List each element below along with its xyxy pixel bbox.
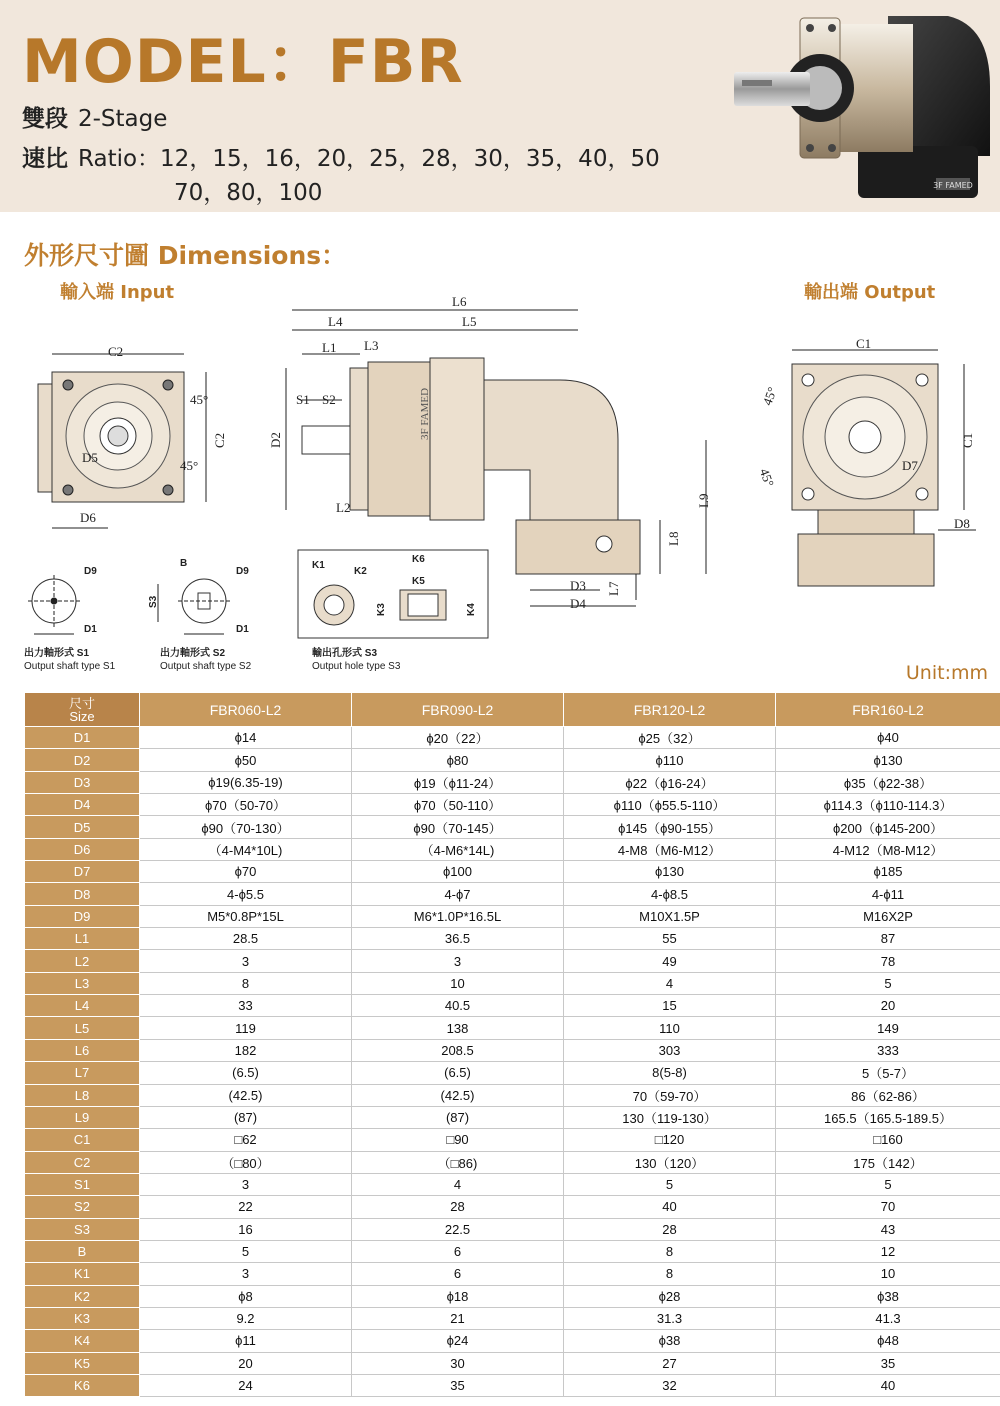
- model-column-header: FBR090-L2: [352, 693, 564, 727]
- table-cell: ϕ110: [564, 749, 776, 771]
- model-title: MODEL：FBR: [22, 27, 464, 97]
- table-row: [25, 816, 1000, 838]
- table-cell: ϕ90（70-145）: [352, 816, 564, 838]
- table-row: [25, 950, 1000, 972]
- table-cell: 10: [352, 972, 564, 994]
- table-cell: 28.5: [140, 928, 352, 950]
- row-label: D8: [25, 883, 140, 905]
- s3-label-k2: K2: [354, 566, 367, 577]
- table-cell: （□80）: [140, 1151, 352, 1173]
- table-cell: 35: [352, 1374, 564, 1396]
- stage-en: 2-Stage: [78, 106, 168, 132]
- model-column-header: FBR120-L2: [564, 693, 776, 727]
- table-cell: ϕ200（ϕ145-200）: [776, 816, 1000, 838]
- table-row: [25, 1062, 1000, 1084]
- table-cell: 3: [140, 1173, 352, 1195]
- row-label: D6: [25, 838, 140, 860]
- table-cell: 20: [776, 995, 1000, 1017]
- label-l9: L9: [696, 493, 711, 508]
- table-cell: 6: [352, 1263, 564, 1285]
- table-body: [25, 727, 1000, 1397]
- table-row: [25, 1129, 1000, 1151]
- table-cell: 9.2: [140, 1307, 352, 1329]
- label-l5: L5: [462, 314, 477, 329]
- table-cell: 5（5-7）: [776, 1062, 1000, 1084]
- table-cell: ϕ40: [776, 727, 1000, 749]
- table-row: [25, 928, 1000, 950]
- size-header: [25, 693, 140, 727]
- row-label: D4: [25, 794, 140, 816]
- row-label: C2: [25, 1151, 140, 1173]
- row-label: D3: [25, 771, 140, 793]
- table-cell: M16X2P: [776, 905, 1000, 927]
- table-cell: 4: [564, 972, 776, 994]
- table-cell: 3: [352, 950, 564, 972]
- table-cell: ϕ185: [776, 861, 1000, 883]
- size-header-zh: 尺寸: [68, 695, 95, 711]
- row-label: D2: [25, 749, 140, 771]
- table-cell: 5: [776, 1173, 1000, 1195]
- label-l4: L4: [328, 314, 343, 329]
- shaft-type-s2: [148, 558, 252, 672]
- s1-label-d9: D9: [84, 566, 97, 577]
- table-cell: ϕ48: [776, 1330, 1000, 1352]
- table-cell: 24: [140, 1374, 352, 1396]
- dimensions-title: 外形尺寸圖 Dimensions：: [24, 241, 347, 270]
- table-cell: 130（119-130）: [564, 1106, 776, 1128]
- table-cell: ϕ70（50-70）: [140, 794, 352, 816]
- row-label: K3: [25, 1307, 140, 1329]
- label-l7: L7: [606, 581, 621, 596]
- s3-label-k3: K3: [376, 603, 387, 616]
- table-row: [25, 972, 1000, 994]
- table-row: [25, 771, 1000, 793]
- dimension-drawing: [0, 290, 1000, 690]
- table-cell: 22: [140, 1196, 352, 1218]
- table-cell: 303: [564, 1039, 776, 1061]
- side-brand-label: 3F FAMED: [419, 387, 431, 440]
- table-cell: ϕ130: [776, 749, 1000, 771]
- table-row: [25, 1352, 1000, 1374]
- table-cell: (87): [352, 1106, 564, 1128]
- row-label: K1: [25, 1263, 140, 1285]
- table-cell: M10X1.5P: [564, 905, 776, 927]
- ratio-line-2: 70，80，100: [174, 180, 323, 206]
- table-cell: 4: [352, 1173, 564, 1195]
- table-row: [25, 1263, 1000, 1285]
- s1-caption-zh: 出力軸形式 S1: [24, 648, 90, 659]
- table-cell: 10: [776, 1263, 1000, 1285]
- table-row: [25, 1173, 1000, 1195]
- side-view: [268, 294, 711, 611]
- table-row: [25, 1240, 1000, 1262]
- table-cell: □90: [352, 1129, 564, 1151]
- row-label: B: [25, 1240, 140, 1262]
- table-cell: ϕ19(6.35-19): [140, 771, 352, 793]
- brand-plate: 3F FAMED: [933, 181, 973, 190]
- label-s1: S1: [296, 392, 310, 407]
- row-label: L8: [25, 1084, 140, 1106]
- shaft-type-s1: [24, 566, 116, 672]
- table-cell: 35: [776, 1352, 1000, 1374]
- table-cell: 32: [564, 1374, 776, 1396]
- table-cell: M6*1.0P*16.5L: [352, 905, 564, 927]
- table-cell: 36.5: [352, 928, 564, 950]
- table-cell: 138: [352, 1017, 564, 1039]
- table-cell: □160: [776, 1129, 1000, 1151]
- table-cell: 87: [776, 928, 1000, 950]
- table-row: [25, 838, 1000, 860]
- table-cell: 8: [564, 1263, 776, 1285]
- table-cell: 6: [352, 1240, 564, 1262]
- table-cell: 22.5: [352, 1218, 564, 1240]
- label-d6: D6: [80, 510, 96, 525]
- table-cell: ϕ19（ϕ11-24）: [352, 771, 564, 793]
- table-cell: 31.3: [564, 1307, 776, 1329]
- label-d5: D5: [82, 450, 98, 465]
- table-row: [25, 1285, 1000, 1307]
- table-cell: 4-ϕ7: [352, 883, 564, 905]
- s2-label-b: B: [180, 558, 188, 569]
- table-cell: 5: [140, 1240, 352, 1262]
- table-cell: 333: [776, 1039, 1000, 1061]
- table-cell: 15: [564, 995, 776, 1017]
- model-column-header: FBR160-L2: [776, 693, 1000, 727]
- row-label: D1: [25, 727, 140, 749]
- ratio-zh: 速比: [22, 146, 68, 172]
- table-cell: 27: [564, 1352, 776, 1374]
- table-cell: 86（62-86）: [776, 1084, 1000, 1106]
- s2-label-d1: D1: [236, 624, 249, 635]
- table-cell: 119: [140, 1017, 352, 1039]
- input-side-label: 輸入端 Input: [60, 282, 175, 303]
- table-cell: 70（59-70）: [564, 1084, 776, 1106]
- row-label: D7: [25, 861, 140, 883]
- table-cell: 4-ϕ11: [776, 883, 1000, 905]
- table-cell: 21: [352, 1307, 564, 1329]
- row-label: S2: [25, 1196, 140, 1218]
- table-row: [25, 1039, 1000, 1061]
- s3-caption-en: Output hole type S3: [312, 661, 401, 672]
- label-d8: D8: [954, 516, 970, 531]
- table-cell: 3: [140, 1263, 352, 1285]
- stage-zh: 雙段: [22, 106, 68, 132]
- table-cell: 40: [564, 1196, 776, 1218]
- table-cell: 41.3: [776, 1307, 1000, 1329]
- label-c1-top: C1: [856, 336, 872, 351]
- table-cell: 49: [564, 950, 776, 972]
- row-label: L9: [25, 1106, 140, 1128]
- table-cell: （4-M6*14L): [352, 838, 564, 860]
- label-angle-1: 45°: [190, 392, 209, 407]
- table-cell: ϕ35（ϕ22-38）: [776, 771, 1000, 793]
- table-cell: 30: [352, 1352, 564, 1374]
- row-label: L6: [25, 1039, 140, 1061]
- label-l1: L1: [322, 340, 337, 355]
- table-row: [25, 1084, 1000, 1106]
- row-label: L4: [25, 995, 140, 1017]
- table-cell: 40.5: [352, 995, 564, 1017]
- s1-label-d1: D1: [84, 624, 97, 635]
- table-cell: ϕ110（ϕ55.5-110）: [564, 794, 776, 816]
- output-end-view: [757, 336, 976, 586]
- table-cell: ϕ80: [352, 749, 564, 771]
- table-cell: ϕ18: [352, 1285, 564, 1307]
- table-cell: ϕ130: [564, 861, 776, 883]
- table-row: [25, 1218, 1000, 1240]
- table-cell: 4-ϕ5.5: [140, 883, 352, 905]
- table-cell: ϕ38: [564, 1330, 776, 1352]
- s2-caption-zh: 出力軸形式 S2: [160, 648, 226, 659]
- table-row: [25, 1330, 1000, 1352]
- table-cell: 5: [564, 1173, 776, 1195]
- table-cell: 16: [140, 1218, 352, 1240]
- table-row: [25, 794, 1000, 816]
- s3-label-k5: K5: [412, 576, 425, 587]
- label-d4: D4: [570, 596, 586, 611]
- table-cell: 28: [352, 1196, 564, 1218]
- table-row: [25, 995, 1000, 1017]
- table-cell: □62: [140, 1129, 352, 1151]
- row-label: D9: [25, 905, 140, 927]
- header-band: [0, 0, 1000, 212]
- table-cell: (87): [140, 1106, 352, 1128]
- input-end-view: [38, 344, 227, 528]
- s2-label-s3: S3: [148, 595, 159, 608]
- table-cell: ϕ25（32）: [564, 727, 776, 749]
- row-label: L5: [25, 1017, 140, 1039]
- table-cell: 33: [140, 995, 352, 1017]
- table-cell: 130（120）: [564, 1151, 776, 1173]
- table-cell: 55: [564, 928, 776, 950]
- table-row: [25, 1106, 1000, 1128]
- label-l3: L3: [364, 338, 379, 353]
- gearbox-product-photo: [728, 6, 996, 206]
- table-cell: ϕ24: [352, 1330, 564, 1352]
- table-cell: 4-M8（M6-M12）: [564, 838, 776, 860]
- label-s2: S2: [322, 392, 336, 407]
- table-cell: ϕ22（ϕ16-24）: [564, 771, 776, 793]
- table-row: [25, 1374, 1000, 1396]
- row-label: L7: [25, 1062, 140, 1084]
- table-cell: 149: [776, 1017, 1000, 1039]
- table-cell: 70: [776, 1196, 1000, 1218]
- spec-table: [24, 692, 1000, 1397]
- model-column-header: FBR060-L2: [140, 693, 352, 727]
- table-cell: 182: [140, 1039, 352, 1061]
- table-cell: (42.5): [140, 1084, 352, 1106]
- ratio-values: Ratio：12，15，16，20，25，28，30，35，40，50: [78, 146, 660, 172]
- table-cell: 8(5-8): [564, 1062, 776, 1084]
- row-label: K2: [25, 1285, 140, 1307]
- table-row: [25, 749, 1000, 771]
- label-angle-4: 45°: [756, 466, 778, 489]
- table-cell: ϕ90（70-130）: [140, 816, 352, 838]
- table-cell: 175（142）: [776, 1151, 1000, 1173]
- row-label: S1: [25, 1173, 140, 1195]
- row-label: K6: [25, 1374, 140, 1396]
- table-cell: ϕ100: [352, 861, 564, 883]
- s3-label-k4: K4: [466, 603, 477, 616]
- label-d3: D3: [570, 578, 586, 593]
- label-d2: D2: [268, 432, 283, 448]
- table-cell: (6.5): [352, 1062, 564, 1084]
- table-cell: ϕ28: [564, 1285, 776, 1307]
- row-label: L1: [25, 928, 140, 950]
- s3-label-k1: K1: [312, 560, 325, 571]
- label-l8: L8: [666, 531, 681, 546]
- table-cell: ϕ38: [776, 1285, 1000, 1307]
- label-c2-side: C2: [212, 432, 227, 448]
- table-cell: 110: [564, 1017, 776, 1039]
- table-cell: (6.5): [140, 1062, 352, 1084]
- table-cell: ϕ8: [140, 1285, 352, 1307]
- table-cell: 28: [564, 1218, 776, 1240]
- table-cell: 4-ϕ8.5: [564, 883, 776, 905]
- table-cell: 165.5（165.5-189.5）: [776, 1106, 1000, 1128]
- table-cell: （□86): [352, 1151, 564, 1173]
- row-label: S3: [25, 1218, 140, 1240]
- row-label: D5: [25, 816, 140, 838]
- table-cell: ϕ114.3（ϕ110-114.3）: [776, 794, 1000, 816]
- table-header-row: [25, 693, 1000, 727]
- table-cell: 78: [776, 950, 1000, 972]
- label-angle-2: 45°: [180, 458, 199, 473]
- label-angle-3: 45°: [759, 385, 780, 408]
- size-header-en: Size: [69, 708, 95, 724]
- table-row: [25, 905, 1000, 927]
- table-cell: ϕ14: [140, 727, 352, 749]
- table-cell: ϕ70: [140, 861, 352, 883]
- label-l2: L2: [336, 500, 351, 515]
- s1-caption-en: Output shaft type S1: [24, 661, 116, 672]
- label-d7: D7: [902, 458, 918, 473]
- table-cell: 8: [564, 1240, 776, 1262]
- s2-caption-en: Output shaft type S2: [160, 661, 252, 672]
- table-cell: 5: [776, 972, 1000, 994]
- table-row: [25, 861, 1000, 883]
- table-row: [25, 1196, 1000, 1218]
- table-row: [25, 1017, 1000, 1039]
- table-cell: 43: [776, 1218, 1000, 1240]
- row-label: K5: [25, 1352, 140, 1374]
- row-label: L3: [25, 972, 140, 994]
- table-cell: (42.5): [352, 1084, 564, 1106]
- s3-label-k6: K6: [412, 554, 425, 565]
- row-label: C1: [25, 1129, 140, 1151]
- row-label: K4: [25, 1330, 140, 1352]
- table-row: [25, 1307, 1000, 1329]
- table-cell: 4-M12（M8-M12）: [776, 838, 1000, 860]
- table-cell: ϕ50: [140, 749, 352, 771]
- table-row: [25, 727, 1000, 749]
- table-cell: ϕ20（22）: [352, 727, 564, 749]
- label-c2-top: C2: [108, 344, 124, 359]
- table-cell: M5*0.8P*15L: [140, 905, 352, 927]
- unit-label: Unit:mm: [905, 662, 988, 684]
- table-cell: ϕ70（50-110）: [352, 794, 564, 816]
- table-cell: □120: [564, 1129, 776, 1151]
- table-cell: 208.5: [352, 1039, 564, 1061]
- ratio-line: [22, 140, 660, 173]
- table-cell: ϕ145（ϕ90-155）: [564, 816, 776, 838]
- table-cell: 3: [140, 950, 352, 972]
- table-cell: 8: [140, 972, 352, 994]
- output-side-label: 輸出端 Output: [804, 282, 936, 303]
- table-cell: 12: [776, 1240, 1000, 1262]
- s2-label-d9: D9: [236, 566, 249, 577]
- table-cell: 40: [776, 1374, 1000, 1396]
- table-row: [25, 1151, 1000, 1173]
- table-cell: （4-M4*10L): [140, 838, 352, 860]
- table-cell: 20: [140, 1352, 352, 1374]
- label-c1-side: C1: [960, 432, 975, 448]
- stage-line: [22, 100, 167, 133]
- label-l6: L6: [452, 294, 467, 309]
- hole-type-s3: [298, 550, 488, 672]
- row-label: L2: [25, 950, 140, 972]
- s3-caption-zh: 輸出孔形式 S3: [312, 648, 378, 659]
- table-cell: ϕ11: [140, 1330, 352, 1352]
- table-row: [25, 883, 1000, 905]
